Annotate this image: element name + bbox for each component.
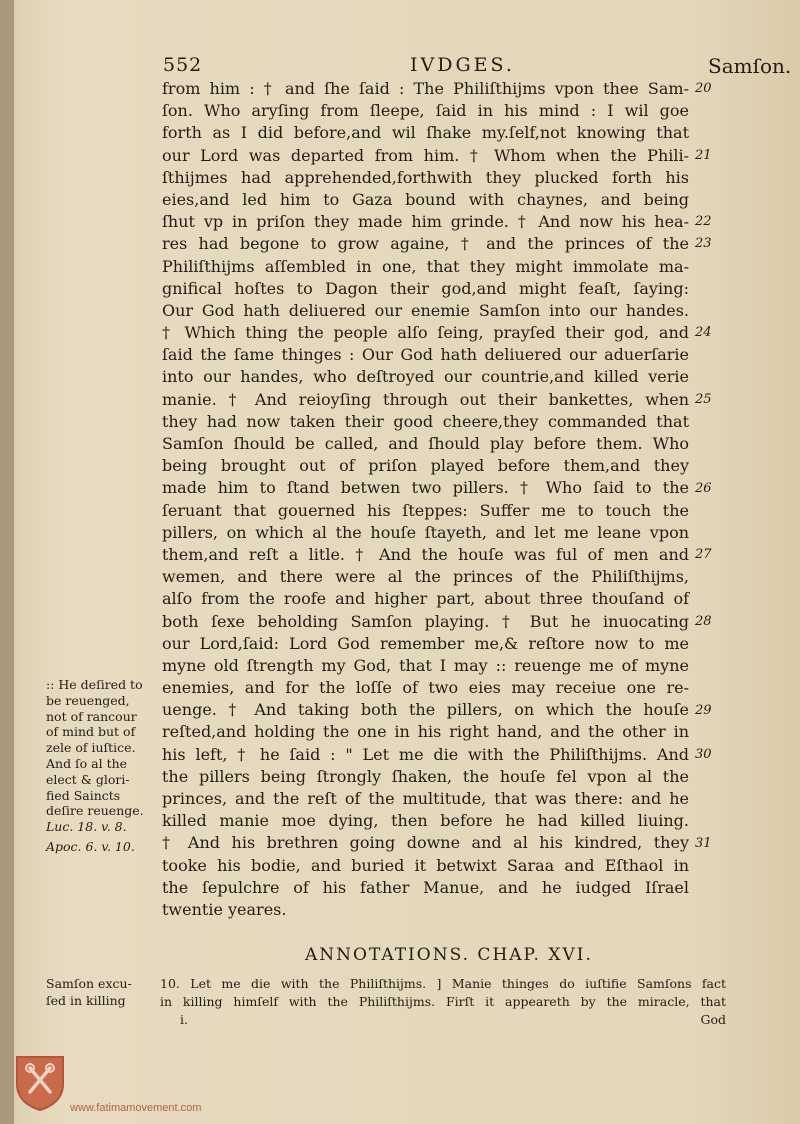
signature-mark: i. bbox=[180, 1012, 188, 1027]
page-header bbox=[0, 54, 800, 80]
text-line: manie. † And reioyſing through out their bankettes, when bbox=[162, 389, 689, 409]
text-line: killed manie moe dying, then before he had killed liuing. bbox=[162, 811, 689, 831]
text-line: alſo from the roofe and higher part, about three thouſand of bbox=[162, 589, 689, 609]
text-line: eies,and led him to Gaza bound with chaynes, and being bbox=[162, 189, 689, 209]
margin-note-line: deſire reuenge. bbox=[46, 803, 144, 819]
text-line: into our handes, who deſtroyed our countrie,and killed verie bbox=[162, 367, 689, 387]
text-line: enemies, and for the loſſe of two eies may receiue one re- bbox=[162, 678, 689, 698]
text-line: reſted,and holding the one in his right hand, and the other in bbox=[162, 722, 689, 742]
coat-of-arms-icon bbox=[14, 1054, 66, 1112]
page-title: IVDGES. bbox=[410, 54, 515, 76]
text-line: ſthijmes had apprehended,forthwith they plucked forth his bbox=[162, 167, 689, 187]
verse-number: 31 bbox=[695, 835, 712, 851]
page-footer-row bbox=[160, 1011, 726, 1029]
annotations-heading: ANNOTATIONS. CHAP. XVI. bbox=[305, 945, 593, 965]
text-line: from him : † and ſhe ſaid : The Philiſthijms vpon thee Sam- bbox=[162, 79, 689, 98]
text-line: the ſepulchre of his father Manue, and he iudged Iſrael bbox=[162, 877, 689, 897]
verse-number: 27 bbox=[695, 547, 712, 563]
text-line: wemen, and there were al the princes of the Philiſthijms, bbox=[162, 567, 689, 587]
text-line: twentie yeares. bbox=[162, 899, 287, 919]
text-line: our Lord,ſaid: Lord God remember me,& reſtore now to me bbox=[162, 633, 689, 653]
text-line: them,and reſt a litle. † And the houſe was ful of men and bbox=[162, 544, 689, 564]
verse-number: 21 bbox=[695, 147, 712, 163]
verse-number: 30 bbox=[695, 747, 712, 762]
verse-number: 22 bbox=[695, 214, 712, 230]
text-line: our Lord was departed from him. † Whom when the Phili- bbox=[162, 145, 689, 165]
verse-number: 23 bbox=[695, 236, 712, 252]
running-head: Samſon. bbox=[708, 54, 792, 78]
text-line: Samſon ſhould be called, and ſhould play before them. Who bbox=[162, 434, 689, 453]
text-line: princes, and the reſt of the multitude, that was there: and he bbox=[162, 789, 689, 808]
margin-reference: Apoc. 6. v. 10. bbox=[46, 838, 135, 854]
text-line: the pillers being ſtrongly ſhaken, the houſe fel vpon al the bbox=[162, 766, 689, 786]
text-line: being brought out of priſon played before them,and they bbox=[162, 456, 689, 476]
verse-number: 29 bbox=[695, 702, 712, 718]
text-line: gnifical hoſtes to Dagon their god,and might feaſt, ſaying: bbox=[162, 278, 689, 298]
text-line: uenge. † And taking both the pillers, on which the houſe bbox=[162, 700, 689, 720]
margin-note-line: zele of iuſtice. bbox=[46, 740, 136, 756]
text-line: tooke his bodie, and buried it betwixt Saraa and Eſthaol in bbox=[162, 855, 689, 875]
text-line: myne old ſtrength my God, that I may :: reuenge me of myne bbox=[162, 655, 689, 675]
verse-number: 25 bbox=[695, 391, 712, 407]
margin-note bbox=[46, 677, 158, 855]
annotation-line: 10. Let me die with the Philiſthijms. ] Manie thinges do iuſtifie Samſons fact bbox=[160, 976, 726, 991]
text-line: Philiſthijms aſſembled in one, that they might immolate ma- bbox=[162, 256, 689, 276]
margin-note-line: fied Saincts bbox=[46, 787, 121, 803]
margin-reference: Luc. 18. v. 8. bbox=[46, 819, 127, 835]
annotation-line: in killing himſelf with the Philiſthijms. Firſt it appeareth by the miracle, that bbox=[160, 994, 726, 1009]
margin-note-line: And ſo al the bbox=[46, 755, 128, 771]
text-line: ſaid the ſame thinges : Our God hath deliuered our aduerſarie bbox=[162, 345, 689, 365]
annotation-margin-note bbox=[46, 975, 132, 1009]
page-number: 552 bbox=[163, 54, 203, 76]
verse-number: 24 bbox=[695, 325, 712, 341]
text-line: forth as I did before,and wil ſhake my.ſelf,not knowing that bbox=[162, 123, 689, 143]
main-text-block bbox=[162, 78, 689, 921]
margin-note-line: be reuenged, bbox=[46, 692, 130, 708]
catchword: God bbox=[700, 1012, 726, 1027]
verse-number: 20 bbox=[695, 81, 712, 96]
annotation-margin-line: ſed in killing bbox=[46, 993, 126, 1008]
annotation-margin-line: Samſon excu- bbox=[46, 976, 132, 991]
text-line: pillers, on which al the houſe ſtayeth, and let me leane vpon bbox=[162, 522, 689, 542]
text-line: † Which thing the people alſo ſeing, prayſed their god, and bbox=[162, 323, 689, 343]
verse-number: 28 bbox=[695, 613, 712, 629]
text-line: his left, † he ſaid : " Let me die with the Philiſthijms. And bbox=[162, 744, 689, 764]
text-line: made him to ſtand betwen two pillers. † Who ſaid to the bbox=[162, 478, 689, 498]
text-line: res had begone to grow againe, † and the princes of the bbox=[162, 234, 689, 254]
binding-gutter bbox=[0, 0, 14, 1124]
text-line: ſeruant that gouerned his ſteppes: Suffer me to touch the bbox=[162, 500, 689, 520]
watermark-text: www.fatimamovement.com bbox=[70, 1102, 202, 1114]
margin-note-line: not of rancour bbox=[46, 708, 137, 724]
margin-note-line: :: He deſired to bbox=[46, 677, 143, 692]
text-line: † And his brethren going downe and al his kindred, they bbox=[162, 833, 689, 853]
margin-note-line: elect & glori- bbox=[46, 771, 130, 787]
verse-number: 26 bbox=[695, 480, 712, 496]
text-line: Our God hath deliuered our enemie Samſon into our handes. bbox=[162, 300, 689, 320]
margin-note-line: of mind but of bbox=[46, 724, 136, 740]
text-line: they had now taken their good cheere,they commanded that bbox=[162, 411, 689, 431]
text-line: ſon. Who aryſing from ſleepe, ſaid in his mind : I wil goe bbox=[162, 101, 689, 121]
text-line: ſhut vp in priſon they made him grinde. † And now his hea- bbox=[162, 212, 689, 232]
annotation-text bbox=[160, 975, 726, 1029]
text-line: both ſexe beholding Samſon playing. † But he inuocating bbox=[162, 611, 689, 631]
